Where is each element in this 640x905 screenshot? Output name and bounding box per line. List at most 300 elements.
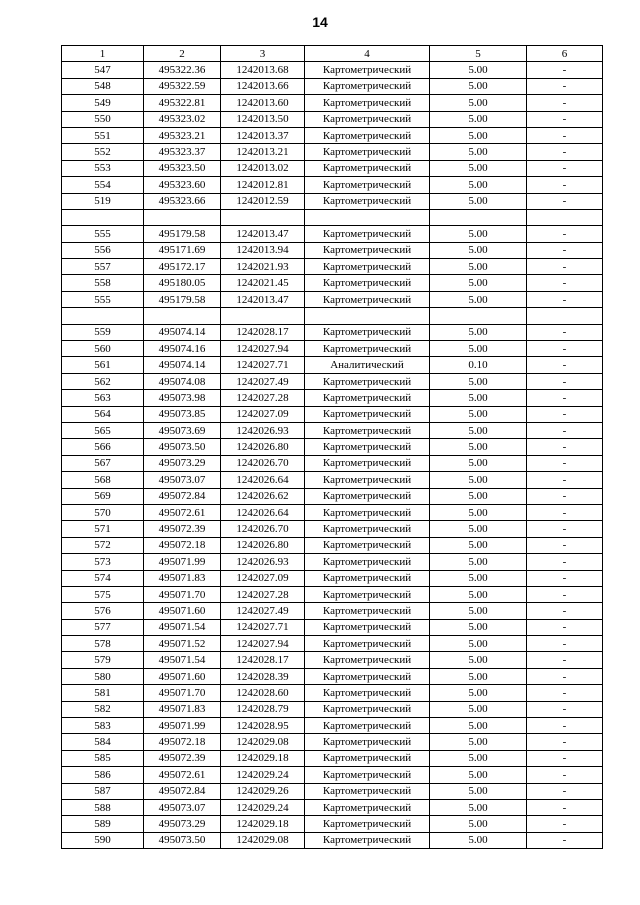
x-coordinate-cell: 495179.58 xyxy=(144,226,221,242)
note-cell: - xyxy=(527,603,603,619)
method-cell: Картометрический xyxy=(305,603,430,619)
method-cell: Картометрический xyxy=(305,144,430,160)
accuracy-cell: 5.00 xyxy=(430,406,527,422)
table-row xyxy=(62,816,603,832)
table-row xyxy=(62,78,603,94)
y-coordinate-cell: 1242026.64 xyxy=(221,504,305,520)
method-cell: Картометрический xyxy=(305,291,430,307)
table-row xyxy=(62,422,603,438)
accuracy-cell: 5.00 xyxy=(430,570,527,586)
y-coordinate-cell: 1242028.39 xyxy=(221,668,305,684)
point-number-cell: 587 xyxy=(62,783,144,799)
header-cell-3: 3 xyxy=(221,46,305,62)
x-coordinate-cell: 495071.99 xyxy=(144,718,221,734)
table-row xyxy=(62,734,603,750)
method-cell: Картометрический xyxy=(305,439,430,455)
x-coordinate-cell: 495323.37 xyxy=(144,144,221,160)
point-number-cell: 561 xyxy=(62,357,144,373)
method-cell: Аналитический xyxy=(305,357,430,373)
x-coordinate-cell: 495323.50 xyxy=(144,160,221,176)
y-coordinate-cell: 1242027.49 xyxy=(221,373,305,389)
y-coordinate-cell: 1242028.17 xyxy=(221,324,305,340)
note-cell: - xyxy=(527,406,603,422)
header-cell-1: 1 xyxy=(62,46,144,62)
method-cell: Картометрический xyxy=(305,619,430,635)
method-cell: Картометрический xyxy=(305,488,430,504)
point-number-cell: 577 xyxy=(62,619,144,635)
table-row xyxy=(62,177,603,193)
method-cell: Картометрический xyxy=(305,586,430,602)
method-cell: Картометрический xyxy=(305,718,430,734)
method-cell: Картометрический xyxy=(305,783,430,799)
table-row xyxy=(62,783,603,799)
accuracy-cell: 5.00 xyxy=(430,701,527,717)
y-coordinate-cell: 1242021.45 xyxy=(221,275,305,291)
point-number-cell: 552 xyxy=(62,144,144,160)
method-cell: Картометрический xyxy=(305,504,430,520)
point-number-cell: 557 xyxy=(62,259,144,275)
method-cell: Картометрический xyxy=(305,521,430,537)
accuracy-cell: 5.00 xyxy=(430,718,527,734)
point-number-cell: 563 xyxy=(62,390,144,406)
table-row xyxy=(62,488,603,504)
y-coordinate-cell: 1242026.64 xyxy=(221,472,305,488)
accuracy-cell: 5.00 xyxy=(430,193,527,209)
y-coordinate-cell: 1242029.18 xyxy=(221,750,305,766)
y-coordinate-cell: 1242026.70 xyxy=(221,521,305,537)
method-cell: Картометрический xyxy=(305,554,430,570)
y-coordinate-cell: 1242028.79 xyxy=(221,701,305,717)
x-coordinate-cell: 495073.07 xyxy=(144,799,221,815)
point-number-cell: 562 xyxy=(62,373,144,389)
accuracy-cell: 5.00 xyxy=(430,390,527,406)
note-cell: - xyxy=(527,291,603,307)
method-cell: Картометрический xyxy=(305,111,430,127)
method-cell: Картометрический xyxy=(305,177,430,193)
x-coordinate-cell: 495073.98 xyxy=(144,390,221,406)
table-row xyxy=(62,636,603,652)
y-coordinate-cell: 1242029.24 xyxy=(221,767,305,783)
table-row xyxy=(62,127,603,143)
y-coordinate-cell xyxy=(221,308,305,324)
table-row xyxy=(62,144,603,160)
x-coordinate-cell: 495073.85 xyxy=(144,406,221,422)
note-cell: - xyxy=(527,619,603,635)
x-coordinate-cell: 495074.14 xyxy=(144,324,221,340)
x-coordinate-cell: 495171.69 xyxy=(144,242,221,258)
accuracy-cell: 5.00 xyxy=(430,422,527,438)
accuracy-cell: 5.00 xyxy=(430,259,527,275)
method-cell: Картометрический xyxy=(305,193,430,209)
table-row xyxy=(62,324,603,340)
table-row xyxy=(62,95,603,111)
table-row xyxy=(62,373,603,389)
accuracy-cell: 5.00 xyxy=(430,341,527,357)
x-coordinate-cell: 495180.05 xyxy=(144,275,221,291)
table-body xyxy=(62,46,603,849)
y-coordinate-cell: 1242026.93 xyxy=(221,554,305,570)
y-coordinate-cell: 1242013.66 xyxy=(221,78,305,94)
note-cell: - xyxy=(527,554,603,570)
y-coordinate-cell: 1242027.94 xyxy=(221,341,305,357)
y-coordinate-cell: 1242029.08 xyxy=(221,734,305,750)
y-coordinate-cell: 1242026.80 xyxy=(221,537,305,553)
method-cell: Картометрический xyxy=(305,422,430,438)
point-number-cell: 586 xyxy=(62,767,144,783)
table-row xyxy=(62,554,603,570)
table-row xyxy=(62,586,603,602)
y-coordinate-cell: 1242026.62 xyxy=(221,488,305,504)
point-number-cell: 589 xyxy=(62,816,144,832)
x-coordinate-cell: 495322.59 xyxy=(144,78,221,94)
y-coordinate-cell: 1242013.21 xyxy=(221,144,305,160)
note-cell: - xyxy=(527,636,603,652)
point-number-cell: 555 xyxy=(62,291,144,307)
method-cell: Картометрический xyxy=(305,275,430,291)
y-coordinate-cell: 1242013.94 xyxy=(221,242,305,258)
point-number-cell: 549 xyxy=(62,95,144,111)
table-row xyxy=(62,209,603,225)
accuracy-cell: 5.00 xyxy=(430,603,527,619)
point-number-cell: 567 xyxy=(62,455,144,471)
x-coordinate-cell: 495073.29 xyxy=(144,816,221,832)
header-cell-2: 2 xyxy=(144,46,221,62)
note-cell: - xyxy=(527,504,603,520)
table-row xyxy=(62,226,603,242)
point-number-cell: 570 xyxy=(62,504,144,520)
method-cell: Картометрический xyxy=(305,242,430,258)
accuracy-cell: 5.00 xyxy=(430,521,527,537)
accuracy-cell: 5.00 xyxy=(430,619,527,635)
y-coordinate-cell: 1242013.68 xyxy=(221,62,305,78)
point-number-cell: 556 xyxy=(62,242,144,258)
point-number-cell: 572 xyxy=(62,537,144,553)
accuracy-cell: 5.00 xyxy=(430,111,527,127)
x-coordinate-cell: 495073.69 xyxy=(144,422,221,438)
method-cell xyxy=(305,209,430,225)
table-row xyxy=(62,570,603,586)
x-coordinate-cell: 495072.84 xyxy=(144,783,221,799)
accuracy-cell: 5.00 xyxy=(430,455,527,471)
accuracy-cell: 5.00 xyxy=(430,734,527,750)
method-cell: Картометрический xyxy=(305,95,430,111)
note-cell: - xyxy=(527,111,603,127)
accuracy-cell: 5.00 xyxy=(430,373,527,389)
y-coordinate-cell: 1242013.47 xyxy=(221,291,305,307)
header-row xyxy=(62,46,603,62)
x-coordinate-cell: 495072.61 xyxy=(144,504,221,520)
accuracy-cell xyxy=(430,209,527,225)
x-coordinate-cell: 495071.60 xyxy=(144,603,221,619)
note-cell: - xyxy=(527,144,603,160)
point-number-cell: 568 xyxy=(62,472,144,488)
note-cell: - xyxy=(527,718,603,734)
method-cell: Картометрический xyxy=(305,472,430,488)
note-cell: - xyxy=(527,62,603,78)
accuracy-cell: 5.00 xyxy=(430,160,527,176)
method-cell: Картометрический xyxy=(305,455,430,471)
method-cell: Картометрический xyxy=(305,734,430,750)
accuracy-cell: 5.00 xyxy=(430,750,527,766)
point-number-cell: 590 xyxy=(62,832,144,848)
method-cell: Картометрический xyxy=(305,127,430,143)
note-cell: - xyxy=(527,750,603,766)
accuracy-cell: 5.00 xyxy=(430,816,527,832)
method-cell: Картометрический xyxy=(305,537,430,553)
note-cell: - xyxy=(527,685,603,701)
table-row xyxy=(62,619,603,635)
table-row xyxy=(62,406,603,422)
note-cell: - xyxy=(527,78,603,94)
table-row xyxy=(62,259,603,275)
x-coordinate-cell: 495071.83 xyxy=(144,701,221,717)
note-cell: - xyxy=(527,357,603,373)
method-cell: Картометрический xyxy=(305,259,430,275)
note-cell: - xyxy=(527,734,603,750)
table-row xyxy=(62,111,603,127)
note-cell: - xyxy=(527,832,603,848)
accuracy-cell: 5.00 xyxy=(430,127,527,143)
method-cell: Картометрический xyxy=(305,816,430,832)
table-row xyxy=(62,767,603,783)
y-coordinate-cell: 1242013.60 xyxy=(221,95,305,111)
accuracy-cell: 5.00 xyxy=(430,488,527,504)
note-cell: - xyxy=(527,390,603,406)
table-row xyxy=(62,275,603,291)
table-row xyxy=(62,242,603,258)
method-cell: Картометрический xyxy=(305,373,430,389)
accuracy-cell: 5.00 xyxy=(430,95,527,111)
y-coordinate-cell: 1242013.37 xyxy=(221,127,305,143)
accuracy-cell: 5.00 xyxy=(430,439,527,455)
page-number: 14 xyxy=(312,14,328,30)
note-cell: - xyxy=(527,193,603,209)
accuracy-cell: 5.00 xyxy=(430,78,527,94)
y-coordinate-cell: 1242027.71 xyxy=(221,357,305,373)
x-coordinate-cell: 495072.61 xyxy=(144,767,221,783)
x-coordinate-cell: 495071.70 xyxy=(144,586,221,602)
table-row xyxy=(62,160,603,176)
table-row xyxy=(62,439,603,455)
method-cell: Картометрический xyxy=(305,701,430,717)
point-number-cell: 555 xyxy=(62,226,144,242)
x-coordinate-cell: 495071.70 xyxy=(144,685,221,701)
note-cell: - xyxy=(527,177,603,193)
note-cell xyxy=(527,308,603,324)
accuracy-cell: 5.00 xyxy=(430,832,527,848)
accuracy-cell: 5.00 xyxy=(430,324,527,340)
x-coordinate-cell: 495074.08 xyxy=(144,373,221,389)
point-number-cell: 579 xyxy=(62,652,144,668)
accuracy-cell: 5.00 xyxy=(430,668,527,684)
point-number-cell: 584 xyxy=(62,734,144,750)
table-row xyxy=(62,357,603,373)
x-coordinate-cell: 495322.36 xyxy=(144,62,221,78)
method-cell: Картометрический xyxy=(305,78,430,94)
y-coordinate-cell: 1242013.47 xyxy=(221,226,305,242)
table-row xyxy=(62,504,603,520)
table-row xyxy=(62,750,603,766)
y-coordinate-cell: 1242029.26 xyxy=(221,783,305,799)
note-cell: - xyxy=(527,324,603,340)
point-number-cell: 573 xyxy=(62,554,144,570)
x-coordinate-cell: 495073.29 xyxy=(144,455,221,471)
point-number-cell: 588 xyxy=(62,799,144,815)
point-number-cell: 565 xyxy=(62,422,144,438)
x-coordinate-cell: 495074.14 xyxy=(144,357,221,373)
note-cell: - xyxy=(527,275,603,291)
y-coordinate-cell: 1242029.08 xyxy=(221,832,305,848)
note-cell: - xyxy=(527,783,603,799)
table-row xyxy=(62,603,603,619)
point-number-cell: 519 xyxy=(62,193,144,209)
x-coordinate-cell: 495322.81 xyxy=(144,95,221,111)
note-cell: - xyxy=(527,373,603,389)
x-coordinate-cell: 495071.60 xyxy=(144,668,221,684)
point-number-cell: 566 xyxy=(62,439,144,455)
point-number-cell: 548 xyxy=(62,78,144,94)
y-coordinate-cell: 1242026.70 xyxy=(221,455,305,471)
note-cell: - xyxy=(527,226,603,242)
y-coordinate-cell: 1242029.24 xyxy=(221,799,305,815)
table-row xyxy=(62,308,603,324)
note-cell: - xyxy=(527,799,603,815)
x-coordinate-cell: 495179.58 xyxy=(144,291,221,307)
table-row xyxy=(62,685,603,701)
note-cell: - xyxy=(527,652,603,668)
x-coordinate-cell: 495071.54 xyxy=(144,619,221,635)
method-cell: Картометрический xyxy=(305,406,430,422)
table-row xyxy=(62,799,603,815)
note-cell: - xyxy=(527,488,603,504)
method-cell: Картометрический xyxy=(305,324,430,340)
note-cell: - xyxy=(527,570,603,586)
y-coordinate-cell: 1242026.80 xyxy=(221,439,305,455)
note-cell: - xyxy=(527,160,603,176)
point-number-cell: 583 xyxy=(62,718,144,734)
x-coordinate-cell: 495072.84 xyxy=(144,488,221,504)
point-number-cell: 576 xyxy=(62,603,144,619)
accuracy-cell: 5.00 xyxy=(430,685,527,701)
x-coordinate-cell: 495071.54 xyxy=(144,652,221,668)
header-cell-5: 5 xyxy=(430,46,527,62)
point-number-cell: 550 xyxy=(62,111,144,127)
note-cell: - xyxy=(527,242,603,258)
accuracy-cell: 5.00 xyxy=(430,177,527,193)
point-number-cell: 551 xyxy=(62,127,144,143)
note-cell: - xyxy=(527,341,603,357)
table-row xyxy=(62,193,603,209)
point-number-cell: 558 xyxy=(62,275,144,291)
y-coordinate-cell: 1242027.49 xyxy=(221,603,305,619)
x-coordinate-cell xyxy=(144,308,221,324)
x-coordinate-cell: 495073.50 xyxy=(144,832,221,848)
coordinates-table xyxy=(61,45,603,849)
accuracy-cell: 5.00 xyxy=(430,226,527,242)
y-coordinate-cell: 1242027.09 xyxy=(221,406,305,422)
method-cell: Картометрический xyxy=(305,160,430,176)
x-coordinate-cell xyxy=(144,209,221,225)
accuracy-cell: 5.00 xyxy=(430,554,527,570)
point-number-cell: 560 xyxy=(62,341,144,357)
table-row xyxy=(62,521,603,537)
accuracy-cell: 5.00 xyxy=(430,291,527,307)
table-row xyxy=(62,668,603,684)
table-row xyxy=(62,455,603,471)
method-cell: Картометрический xyxy=(305,570,430,586)
point-number-cell: 553 xyxy=(62,160,144,176)
x-coordinate-cell: 495071.52 xyxy=(144,636,221,652)
y-coordinate-cell: 1242027.71 xyxy=(221,619,305,635)
table-row xyxy=(62,341,603,357)
x-coordinate-cell: 495071.83 xyxy=(144,570,221,586)
y-coordinate-cell: 1242027.28 xyxy=(221,390,305,406)
x-coordinate-cell: 495072.39 xyxy=(144,521,221,537)
x-coordinate-cell: 495073.50 xyxy=(144,439,221,455)
note-cell: - xyxy=(527,455,603,471)
method-cell: Картометрический xyxy=(305,636,430,652)
accuracy-cell: 5.00 xyxy=(430,144,527,160)
x-coordinate-cell: 495074.16 xyxy=(144,341,221,357)
note-cell: - xyxy=(527,537,603,553)
x-coordinate-cell: 495072.18 xyxy=(144,734,221,750)
y-coordinate-cell: 1242027.28 xyxy=(221,586,305,602)
accuracy-cell: 5.00 xyxy=(430,242,527,258)
y-coordinate-cell: 1242026.93 xyxy=(221,422,305,438)
header-cell-4: 4 xyxy=(305,46,430,62)
note-cell: - xyxy=(527,767,603,783)
method-cell: Картометрический xyxy=(305,750,430,766)
note-cell: - xyxy=(527,95,603,111)
table-row xyxy=(62,62,603,78)
y-coordinate-cell: 1242012.59 xyxy=(221,193,305,209)
y-coordinate-cell: 1242027.09 xyxy=(221,570,305,586)
point-number-cell: 547 xyxy=(62,62,144,78)
table-row xyxy=(62,390,603,406)
point-number-cell: 581 xyxy=(62,685,144,701)
y-coordinate-cell: 1242028.95 xyxy=(221,718,305,734)
accuracy-cell: 5.00 xyxy=(430,275,527,291)
table-row xyxy=(62,652,603,668)
note-cell: - xyxy=(527,259,603,275)
note-cell: - xyxy=(527,668,603,684)
note-cell: - xyxy=(527,439,603,455)
accuracy-cell: 5.00 xyxy=(430,537,527,553)
note-cell: - xyxy=(527,816,603,832)
x-coordinate-cell: 495071.99 xyxy=(144,554,221,570)
table-row xyxy=(62,701,603,717)
point-number-cell xyxy=(62,308,144,324)
method-cell: Картометрический xyxy=(305,390,430,406)
accuracy-cell: 0.10 xyxy=(430,357,527,373)
x-coordinate-cell: 495172.17 xyxy=(144,259,221,275)
x-coordinate-cell: 495072.39 xyxy=(144,750,221,766)
point-number-cell: 571 xyxy=(62,521,144,537)
accuracy-cell: 5.00 xyxy=(430,783,527,799)
accuracy-cell: 5.00 xyxy=(430,636,527,652)
note-cell xyxy=(527,209,603,225)
table-row xyxy=(62,291,603,307)
note-cell: - xyxy=(527,127,603,143)
accuracy-cell xyxy=(430,308,527,324)
note-cell: - xyxy=(527,521,603,537)
accuracy-cell: 5.00 xyxy=(430,799,527,815)
method-cell: Картометрический xyxy=(305,341,430,357)
method-cell: Картометрический xyxy=(305,799,430,815)
note-cell: - xyxy=(527,586,603,602)
x-coordinate-cell: 495073.07 xyxy=(144,472,221,488)
y-coordinate-cell: 1242028.60 xyxy=(221,685,305,701)
